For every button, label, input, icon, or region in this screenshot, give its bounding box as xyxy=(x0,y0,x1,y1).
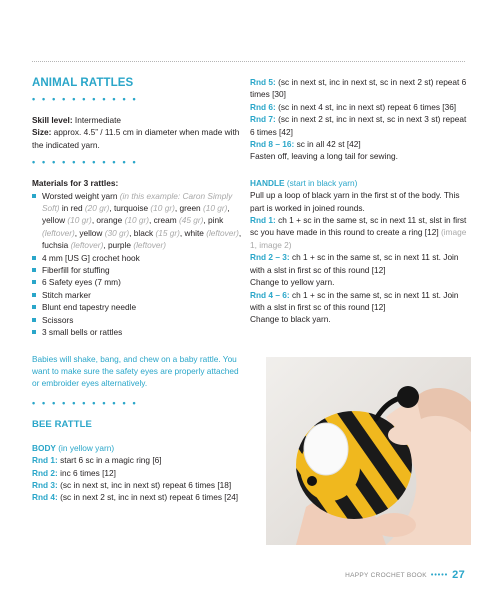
yarn-weight: (45 gr) xyxy=(178,215,204,226)
bullet-icon xyxy=(32,256,36,260)
bullet-icon xyxy=(32,318,36,322)
right-column xyxy=(250,76,472,326)
materials-item: Stitch marker xyxy=(32,289,246,301)
yarn-color: , yellow xyxy=(42,203,230,226)
round-line: Rnd 6: (sc in next 4 st, inc in next st) repeat 6 times [36] xyxy=(250,101,457,112)
yarn-weight: (30 gr) xyxy=(104,227,130,238)
change-black-text: Change to black yarn. xyxy=(250,314,331,325)
yarn-color: , orange xyxy=(91,215,125,226)
bullet-icon xyxy=(32,268,36,272)
note-dots-divider: • • • • • • • • • • • xyxy=(32,397,138,408)
book-name: HAPPY CROCHET BOOK xyxy=(345,571,427,579)
yarn-weight: (10 gr) xyxy=(150,203,175,214)
yarn-weight: (leftover) xyxy=(133,240,167,251)
yarn-color: , fuchsia xyxy=(42,227,242,251)
skill-dots-divider: • • • • • • • • • • • xyxy=(32,157,138,168)
round-line: Rnd 3: (sc in next st, inc in next st) repeat 6 times [18] xyxy=(32,479,232,490)
yarn-weight: (10 gr) xyxy=(124,215,150,226)
page-number: 27 xyxy=(452,569,465,581)
left-column xyxy=(32,76,246,504)
materials-item: 3 small bells or rattles xyxy=(32,326,246,338)
materials-item: Blunt end tapestry needle xyxy=(32,301,246,313)
bullet-icon xyxy=(32,194,36,198)
yarn-color: , white xyxy=(179,227,207,238)
safety-note: Babies will shake, bang, and chew on a baby rattle. You want to make sure the safety eyes are properly attached or embroider eyes alternatively. xyxy=(32,353,239,389)
skill-level: Skill level: Intermediate xyxy=(32,115,122,125)
materials-list xyxy=(32,190,246,339)
round-line: Rnd 1: start 6 sc in a magic ring [6] xyxy=(32,455,162,466)
yarn-colors xyxy=(42,203,241,250)
round-line: Rnd 5: (sc in next st, inc in next st, sc in next 2 st) repeat 6 times [30] xyxy=(250,77,467,100)
footer-dots: ••••• xyxy=(430,571,449,579)
yarn-color: , green xyxy=(174,203,203,214)
yarn-weight: (15 gr) xyxy=(155,227,180,238)
yarn-color: in red xyxy=(59,203,85,214)
bullet-icon xyxy=(32,330,36,334)
fasten-off-text: Fasten off, leaving a long tail for sewing. xyxy=(250,151,398,162)
round-line: Rnd 4: (sc in next 2 st, inc in next st) repeat 6 times [24] xyxy=(32,492,239,503)
yarn-weight: (leftover) xyxy=(70,240,104,251)
bullet-icon xyxy=(32,305,36,309)
materials-item: 4 mm [US G] crochet hook xyxy=(32,252,246,264)
yarn-weight: (leftover) xyxy=(206,227,239,238)
bullet-icon xyxy=(32,293,36,297)
round-line: Rnd 2: inc 6 times [12] xyxy=(32,467,116,478)
round-line: Rnd 7: (sc in next 2 st, inc in next st, sc in next 3 st) repeat 6 times [42] xyxy=(250,114,467,137)
yarn-color: , yellow xyxy=(74,227,105,238)
round-line: Rnd 8 – 16: sc in all 42 st [42] xyxy=(250,139,361,150)
bullet-icon xyxy=(32,280,36,284)
yarn-weight: (10 gr) xyxy=(67,215,92,226)
bee-rattle-title: BEE RATTLE xyxy=(32,418,92,430)
top-dotted-rule xyxy=(32,61,465,62)
page-title: ANIMAL RATTLES xyxy=(32,77,134,89)
body-heading: BODY (in yellow yarn) xyxy=(32,442,115,453)
handle-intro: Pull up a loop of black yarn in the first st of the body. This part is worked in joined rounds. xyxy=(250,190,460,213)
materials-heading: Materials for 3 rattles: xyxy=(32,178,119,189)
title-dots-divider: • • • • • • • • • • • xyxy=(32,94,138,104)
materials-item: 6 Safety eyes (7 mm) xyxy=(32,276,246,288)
handle-heading: HANDLE (start in black yarn) xyxy=(250,177,358,188)
handle-round-1: Rnd 1: ch 1 + sc in the same st, sc in next 11 st, slst in first sc you have made in this round to create a ring [12] (image 1, image 2) xyxy=(250,215,467,250)
materials-item: Scissors xyxy=(32,314,246,326)
bee-rattle-photo xyxy=(266,357,471,545)
yarn-color: , pink xyxy=(203,215,224,226)
change-yellow-text: Change to yellow yarn. xyxy=(250,277,335,288)
yarn-color: , purple xyxy=(103,240,134,251)
yarn-color: , black xyxy=(129,227,156,238)
materials-yarn-item: Worsted weight yarn (in this example: Caron Simply Soft) in red (20 gr), turquoise (10 gr), green (10 gr), yellow (10 gr), orange (10 gr), cream (45 gr), pink (leftover), yellow (30 gr), black (15 gr), white (leftover), fuchsia (leftover), purple (leftover) xyxy=(32,190,246,252)
handle-round-4-6: Rnd 4 – 6: ch 1 + sc in the same st, sc in next 11 st. Join with a slst in first sc of this round [12] xyxy=(250,289,459,312)
bee-rattle-illustration xyxy=(266,357,471,545)
yarn-color: , cream xyxy=(149,215,179,226)
yarn-weight: (leftover) xyxy=(42,227,75,238)
yarn-color: , turquoise xyxy=(109,203,151,214)
handle-round-2-3: Rnd 2 – 3: ch 1 + sc in the same st, sc in next 11 st. Join with a slst in first sc of this round [12] xyxy=(250,252,459,275)
yarn-weight: (10 gr) xyxy=(202,203,228,214)
yarn-weight: (20 gr) xyxy=(84,203,110,214)
size-info: Size: approx. 4.5” / 11.5 cm in diameter when made with the indicated yarn. xyxy=(32,127,240,150)
page-footer xyxy=(345,569,465,581)
materials-item: Fiberfill for stuffing xyxy=(32,264,246,276)
